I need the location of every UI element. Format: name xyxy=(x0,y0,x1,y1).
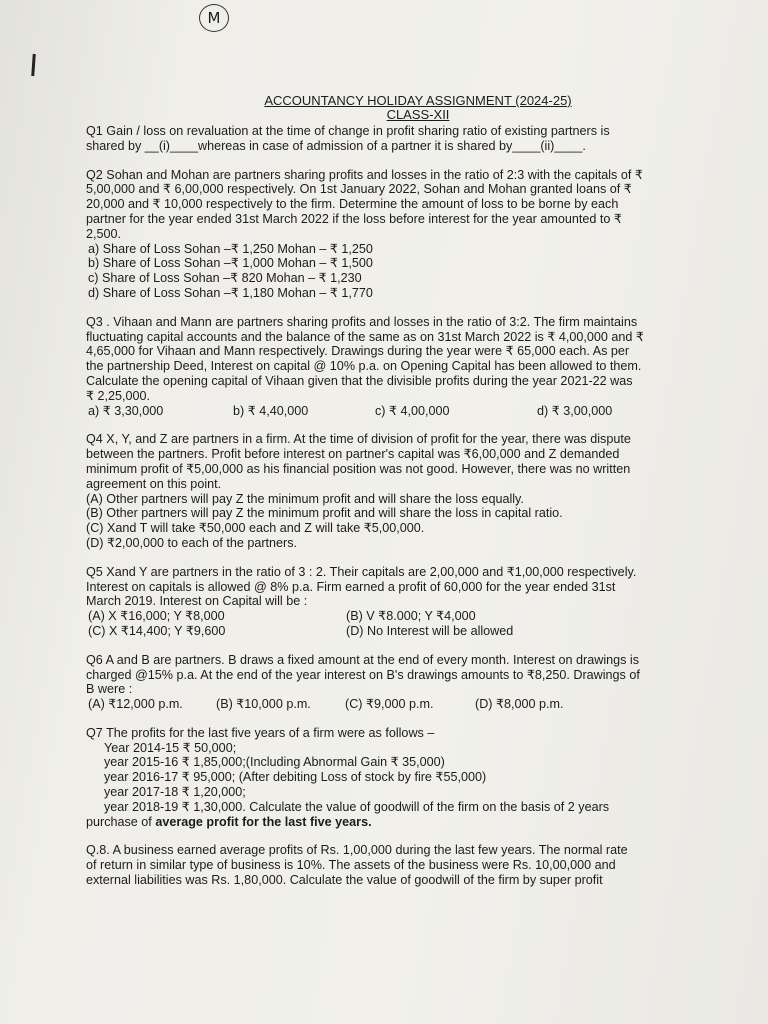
question-7-year-line: year 2017-18 ₹ 1,20,000; xyxy=(104,785,246,800)
question-6 xyxy=(86,653,716,712)
question-1-line: Q1 Gain / loss on revaluation at the time of change in profit sharing ratio of existing partners is xyxy=(86,124,610,138)
question-6-option-a: (A) ₹12,000 p.m. xyxy=(88,697,183,712)
question-5-option-a: (A) X ₹16,000; Y ₹8,000 xyxy=(88,609,225,624)
question-1 xyxy=(86,124,716,154)
question-4-line: agreement on this point. xyxy=(86,476,222,491)
question-2-option-c: c) Share of Loss Sohan –₹ 820 Mohan – ₹ 1,230 xyxy=(88,271,362,286)
question-5-options-row xyxy=(88,609,716,624)
question-3-option-c: c) ₹ 4,00,000 xyxy=(375,403,450,418)
question-6-line: Q6 A and B are partners. B draws a fixed amount at the end of every month. Interest on drawings is xyxy=(86,652,640,667)
question-4-option-b: (B) Other partners will pay Z the minimum profit and will share the loss in capital ratio. xyxy=(86,506,563,521)
question-8-line: Q.8. A business earned average profits of Rs. 1,00,000 during the last few years. The normal rate xyxy=(86,843,628,858)
question-5-options-row xyxy=(88,624,716,639)
question-7-year-line: year 2015-16 ₹ 1,85,000;(Including Abnormal Gain ₹ 35,000) xyxy=(104,755,445,770)
question-2-line: 5,00,000 and ₹ 6,00,000 respectively. On 1st January 2022, Sohan and Mohan granted loans of ₹ xyxy=(86,182,632,197)
question-4-option-a: (A) Other partners will pay Z the minimum profit and will share the loss equally. xyxy=(86,491,524,506)
question-5-line: March 2019. Interest on Capital will be : xyxy=(86,594,308,609)
circled-mark: M xyxy=(199,4,229,32)
question-2 xyxy=(86,168,716,301)
question-7-plain-text: purchase of xyxy=(86,814,156,829)
page-title: ACCOUNTANCY HOLIDAY ASSIGNMENT (2024-25) xyxy=(264,93,572,108)
question-4-line: Q4 X, Y, and Z are partners in a firm. At the time of division of profit for the year, there was dispute xyxy=(86,432,631,447)
question-2-option-d: d) Share of Loss Sohan –₹ 1,180 Mohan – ₹ 1,770 xyxy=(88,285,373,300)
class-label: CLASS-XII xyxy=(386,107,450,122)
question-3-line: fluctuating capital accounts and the balance of the same as on 31st March 2022 is ₹ 4,00,000 and ₹ xyxy=(86,329,644,344)
question-3 xyxy=(86,315,716,419)
question-2-option-a: a) Share of Loss Sohan –₹ 1,250 Mohan – ₹ 1,250 xyxy=(88,241,373,256)
question-2-line: Q2 Sohan and Mohan are partners sharing profits and losses in the ratio of 2:3 with the capitals of ₹ xyxy=(86,167,643,182)
question-3-option-a: a) ₹ 3,30,000 xyxy=(88,403,164,418)
question-6-options xyxy=(88,697,716,712)
question-7-intro: Q7 The profits for the last five years of a firm were as follows – xyxy=(86,725,435,740)
question-1-line: shared by __(i)____whereas in case of admission of a partner it is shared by____(ii)____. xyxy=(86,138,586,153)
question-3-option-d: d) ₹ 3,00,000 xyxy=(537,403,613,418)
question-2-line: 20,000 and ₹ 10,000 respectively to the firm. Determine the amount of loss to be borne by each xyxy=(86,197,619,212)
question-5-option-b: (B) V ₹8.000; Y ₹4,000 xyxy=(346,609,476,624)
question-4-option-d: (D) ₹2,00,000 to each of the partners. xyxy=(86,535,298,550)
question-5-line: Q5 Xand Y are partners in the ratio of 3 : 2. Their capitals are 2,00,000 and ₹1,00,000 respectively. xyxy=(86,564,637,579)
question-3-line: ₹ 2,25,000. xyxy=(86,388,151,403)
question-3-line: the partnership Deed, Interest on capital @ 10% p.a. on Opening Capital has been allowed to them. xyxy=(86,359,642,374)
assignment-document xyxy=(86,94,716,888)
question-3-line: Calculate the opening capital of Vihaan given that the divisible profits during the year 2021-22 was xyxy=(86,373,633,388)
question-5-option-c: (C) X ₹14,400; Y ₹9,600 xyxy=(88,623,226,638)
question-4-line: between the partners. Profit before interest on partner's capital was ₹6,00,000 and Z demanded xyxy=(86,447,620,462)
question-6-option-c: (C) ₹9,000 p.m. xyxy=(345,697,434,712)
question-3-line: Q3 . Vihaan and Mann are partners sharing profits and losses in the ratio of 3:2. The firm maintains xyxy=(86,314,638,329)
question-8-line: of return in similar type of business is 10%. The assets of the business were Rs. 10,00,000 and xyxy=(86,858,616,873)
question-3-options xyxy=(88,404,716,419)
question-6-option-d: (D) ₹8,000 p.m. xyxy=(475,697,564,712)
question-7-year-line: year 2016-17 ₹ 95,000; (After debiting Loss of stock by fire ₹55,000) xyxy=(104,770,487,785)
question-7-last-line xyxy=(86,815,716,830)
question-2-line: 2,500. xyxy=(86,226,122,241)
question-7-bold-text: average profit for the last five years. xyxy=(155,814,372,829)
question-7-year-line: Year 2014-15 ₹ 50,000; xyxy=(104,740,237,755)
question-5-line: Interest on capitals is allowed @ 8% p.a. Firm earned a profit of 60,000 for the year ended 31st xyxy=(86,579,616,594)
question-2-option-b: b) Share of Loss Sohan –₹ 1,000 Mohan – ₹ 1,500 xyxy=(88,256,373,271)
question-5-option-d: (D) No Interest will be allowed xyxy=(346,623,514,638)
question-2-line: partner for the year ended 31st March 2022 if the loss before interest for the year amounted to ₹ xyxy=(86,211,622,226)
question-6-line: B were : xyxy=(86,682,133,697)
question-8-line: external liabilities was Rs. 1,80,000. Calculate the value of goodwill of the firm by super profit xyxy=(86,873,603,888)
question-5 xyxy=(86,565,716,639)
question-4 xyxy=(86,432,716,550)
margin-pen-mark xyxy=(31,54,36,76)
question-7-year-line: year 2018-19 ₹ 1,30,000. Calculate the value of goodwill of the firm on the basis of 2 years xyxy=(104,799,610,814)
question-4-line: minimum profit of ₹5,00,000 as his financial position was not good. However, there was no written xyxy=(86,461,631,476)
question-6-line: charged @15% p.a. At the end of the year interest on B's drawings amounts to ₹8,250. Drawings of xyxy=(86,667,640,682)
question-8 xyxy=(86,843,716,887)
question-3-option-b: b) ₹ 4,40,000 xyxy=(233,403,309,418)
question-3-line: 4,65,000 for Vihaan and Mann respectively. Drawings during the year were ₹ 65,000 each. As per xyxy=(86,344,630,359)
question-4-option-c: (C) Xand T will take ₹50,000 each and Z will take ₹5,00,000. xyxy=(86,521,425,536)
question-6-option-b: (B) ₹10,000 p.m. xyxy=(216,697,311,712)
question-7 xyxy=(86,726,716,830)
